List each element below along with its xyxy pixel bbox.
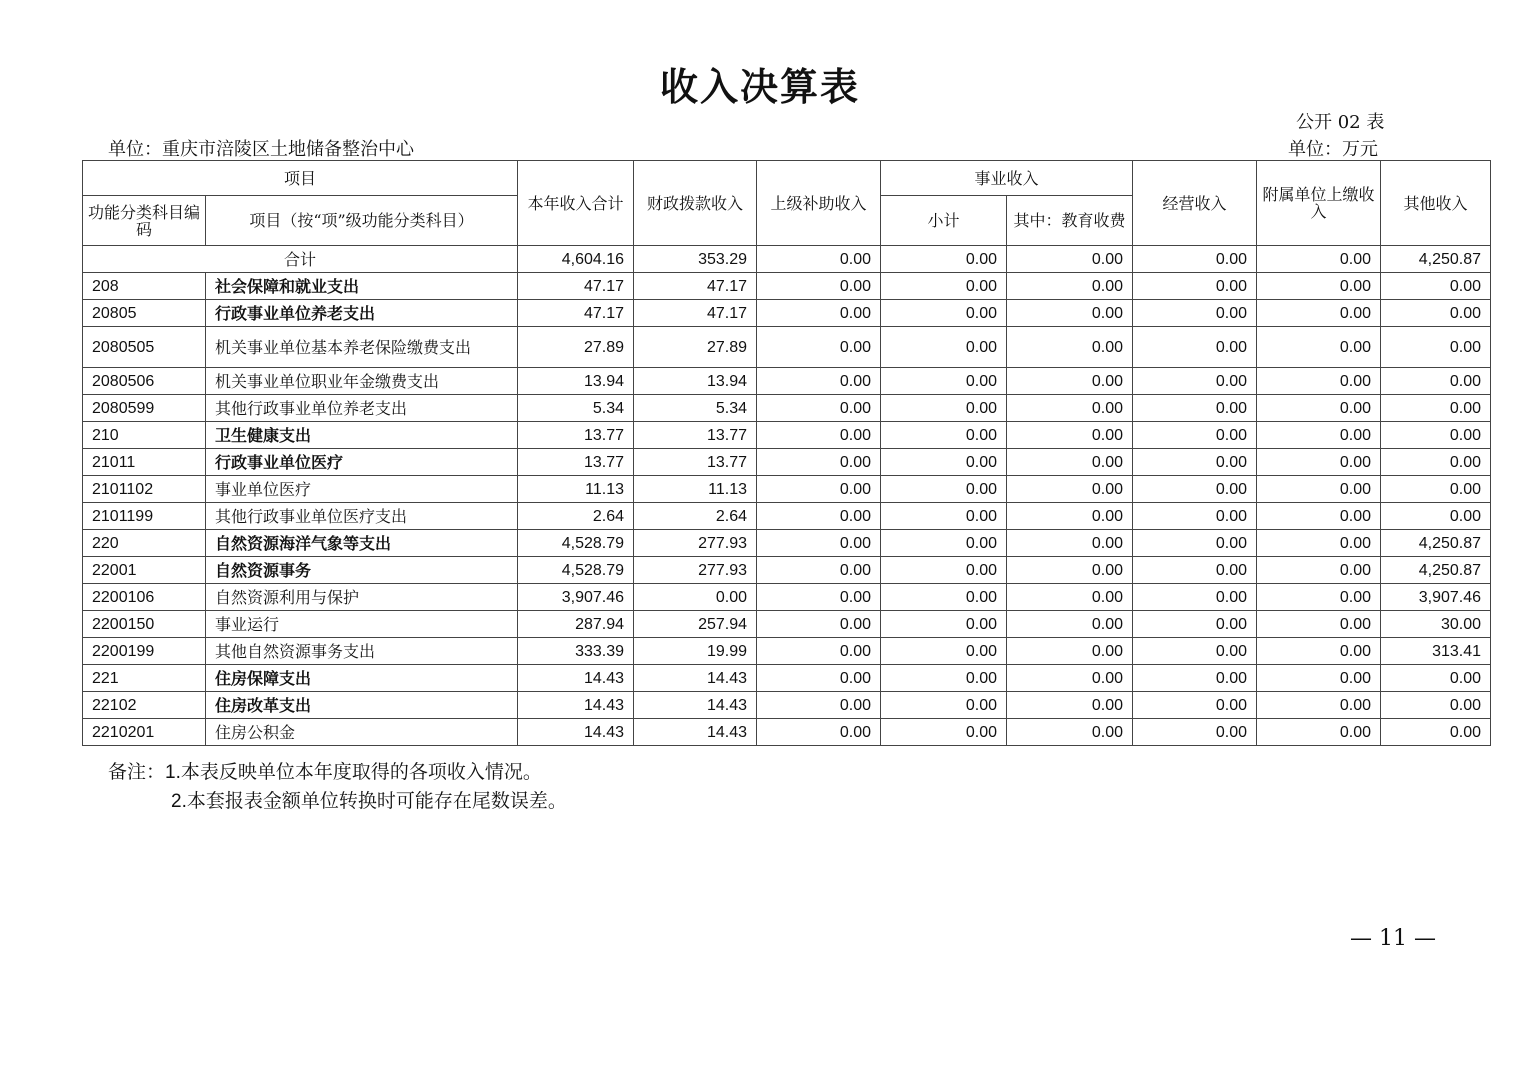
row-value: 0.00 xyxy=(1007,638,1133,665)
row-value: 0.00 xyxy=(1133,692,1257,719)
row-value: 13.77 xyxy=(634,422,757,449)
row-value: 0.00 xyxy=(1007,611,1133,638)
row-value: 0.00 xyxy=(881,300,1007,327)
row-value: 19.99 xyxy=(634,638,757,665)
total-cell: 4,250.87 xyxy=(1381,246,1491,273)
row-code: 22001 xyxy=(83,557,206,584)
row-value: 257.94 xyxy=(634,611,757,638)
row-value: 0.00 xyxy=(1007,395,1133,422)
row-value: 0.00 xyxy=(757,638,881,665)
row-value: 13.94 xyxy=(518,368,634,395)
total-cell: 0.00 xyxy=(1257,246,1381,273)
notes xyxy=(108,758,567,816)
row-value: 13.77 xyxy=(634,449,757,476)
row-value: 0.00 xyxy=(1381,503,1491,530)
row-value: 0.00 xyxy=(634,584,757,611)
row-value: 0.00 xyxy=(881,368,1007,395)
total-cell: 0.00 xyxy=(881,246,1007,273)
header-code: 功能分类科目编码 xyxy=(83,196,206,246)
row-value: 0.00 xyxy=(1381,719,1491,746)
row-value: 47.17 xyxy=(634,273,757,300)
row-code: 2101199 xyxy=(83,503,206,530)
row-value: 0.00 xyxy=(1381,665,1491,692)
row-name: 机关事业单位基本养老保险缴费支出 xyxy=(206,327,518,368)
row-value: 0.00 xyxy=(881,611,1007,638)
row-name: 社会保障和就业支出 xyxy=(206,273,518,300)
note-line-1: 1.本表反映单位本年度取得的各项收入情况。 xyxy=(165,762,542,783)
total-cell: 0.00 xyxy=(1133,246,1257,273)
row-value: 0.00 xyxy=(1007,327,1133,368)
row-value: 0.00 xyxy=(881,557,1007,584)
row-value: 0.00 xyxy=(1133,476,1257,503)
row-value: 0.00 xyxy=(881,395,1007,422)
row-value: 0.00 xyxy=(1133,300,1257,327)
row-value: 14.43 xyxy=(634,665,757,692)
row-value: 0.00 xyxy=(1257,327,1381,368)
row-value: 0.00 xyxy=(1007,476,1133,503)
row-value: 0.00 xyxy=(1133,368,1257,395)
row-value: 0.00 xyxy=(1257,530,1381,557)
row-value: 0.00 xyxy=(881,530,1007,557)
page-number: — 11 — xyxy=(1350,926,1436,951)
row-value: 0.00 xyxy=(757,476,881,503)
row-value: 333.39 xyxy=(518,638,634,665)
table-row xyxy=(83,422,1491,449)
row-value: 0.00 xyxy=(881,422,1007,449)
total-cell: 0.00 xyxy=(757,246,881,273)
row-value: 0.00 xyxy=(757,395,881,422)
total-label: 合计 xyxy=(83,246,518,273)
row-value: 0.00 xyxy=(1007,368,1133,395)
row-value: 0.00 xyxy=(1007,530,1133,557)
row-value: 0.00 xyxy=(757,273,881,300)
row-value: 0.00 xyxy=(1257,503,1381,530)
header-subtotal: 小计 xyxy=(881,196,1007,246)
row-value: 0.00 xyxy=(757,449,881,476)
row-value: 0.00 xyxy=(881,665,1007,692)
row-value: 47.17 xyxy=(518,300,634,327)
total-cell: 353.29 xyxy=(634,246,757,273)
row-value: 0.00 xyxy=(1133,584,1257,611)
table-row xyxy=(83,273,1491,300)
row-value: 0.00 xyxy=(1381,692,1491,719)
table-row xyxy=(83,530,1491,557)
row-value: 0.00 xyxy=(881,476,1007,503)
unit-organization: 单位：重庆市涪陵区土地储备整治中心 xyxy=(108,139,414,160)
row-value: 0.00 xyxy=(1257,273,1381,300)
table-row xyxy=(83,300,1491,327)
total-row xyxy=(83,246,1491,273)
row-value: 287.94 xyxy=(518,611,634,638)
row-value: 0.00 xyxy=(1381,273,1491,300)
table-row xyxy=(83,692,1491,719)
row-value: 3,907.46 xyxy=(1381,584,1491,611)
row-value: 13.77 xyxy=(518,422,634,449)
row-value: 0.00 xyxy=(1133,611,1257,638)
row-value: 13.94 xyxy=(634,368,757,395)
table-row xyxy=(83,719,1491,746)
row-name: 住房保障支出 xyxy=(206,665,518,692)
row-value: 4,528.79 xyxy=(518,557,634,584)
row-value: 0.00 xyxy=(757,557,881,584)
header-operating: 经营收入 xyxy=(1133,161,1257,246)
table-row xyxy=(83,368,1491,395)
row-value: 4,250.87 xyxy=(1381,530,1491,557)
unit-currency: 单位：万元 xyxy=(1288,139,1378,160)
row-value: 0.00 xyxy=(1257,300,1381,327)
row-value: 11.13 xyxy=(634,476,757,503)
row-name: 自然资源事务 xyxy=(206,557,518,584)
row-value: 0.00 xyxy=(1133,503,1257,530)
row-name: 住房公积金 xyxy=(206,719,518,746)
row-value: 47.17 xyxy=(518,273,634,300)
table-row xyxy=(83,327,1491,368)
row-code: 21011 xyxy=(83,449,206,476)
table-body xyxy=(83,246,1491,746)
row-value: 0.00 xyxy=(1257,449,1381,476)
row-value: 0.00 xyxy=(1133,395,1257,422)
header-affiliate: 附属单位上缴收入 xyxy=(1257,161,1381,246)
row-value: 14.43 xyxy=(634,719,757,746)
row-value: 0.00 xyxy=(1381,422,1491,449)
row-value: 0.00 xyxy=(1007,449,1133,476)
row-value: 0.00 xyxy=(1007,692,1133,719)
row-value: 11.13 xyxy=(518,476,634,503)
total-cell: 4,604.16 xyxy=(518,246,634,273)
row-value: 0.00 xyxy=(881,273,1007,300)
row-value: 14.43 xyxy=(518,719,634,746)
row-value: 0.00 xyxy=(881,327,1007,368)
row-value: 0.00 xyxy=(757,503,881,530)
row-value: 14.43 xyxy=(518,665,634,692)
row-value: 0.00 xyxy=(1257,692,1381,719)
row-value: 14.43 xyxy=(634,692,757,719)
row-value: 0.00 xyxy=(757,719,881,746)
table-row xyxy=(83,395,1491,422)
table-row xyxy=(83,638,1491,665)
table-row xyxy=(83,611,1491,638)
row-value: 27.89 xyxy=(518,327,634,368)
table-row xyxy=(83,476,1491,503)
table-row xyxy=(83,503,1491,530)
row-value: 0.00 xyxy=(881,584,1007,611)
header-business: 事业收入 xyxy=(881,161,1133,196)
table-row xyxy=(83,665,1491,692)
row-value: 4,250.87 xyxy=(1381,557,1491,584)
row-name: 机关事业单位职业年金缴费支出 xyxy=(206,368,518,395)
row-name: 自然资源海洋气象等支出 xyxy=(206,530,518,557)
row-code: 220 xyxy=(83,530,206,557)
row-value: 0.00 xyxy=(1133,327,1257,368)
row-value: 47.17 xyxy=(634,300,757,327)
row-code: 2080505 xyxy=(83,327,206,368)
row-value: 0.00 xyxy=(1381,476,1491,503)
table-row xyxy=(83,449,1491,476)
row-code: 2080599 xyxy=(83,395,206,422)
row-value: 0.00 xyxy=(881,692,1007,719)
row-value: 0.00 xyxy=(1381,300,1491,327)
row-value: 0.00 xyxy=(1381,395,1491,422)
row-value: 0.00 xyxy=(1257,395,1381,422)
row-value: 277.93 xyxy=(634,530,757,557)
header-fiscal: 财政拨款收入 xyxy=(634,161,757,246)
row-value: 3,907.46 xyxy=(518,584,634,611)
header-edu: 其中：教育收费 xyxy=(1007,196,1133,246)
row-value: 0.00 xyxy=(1007,665,1133,692)
row-value: 27.89 xyxy=(634,327,757,368)
row-value: 0.00 xyxy=(757,692,881,719)
row-value: 0.00 xyxy=(881,503,1007,530)
page-title: 收入决算表 xyxy=(659,64,860,109)
row-name: 其他行政事业单位养老支出 xyxy=(206,395,518,422)
income-table xyxy=(82,160,1491,746)
row-value: 13.77 xyxy=(518,449,634,476)
row-value: 0.00 xyxy=(1007,557,1133,584)
row-value: 0.00 xyxy=(1257,476,1381,503)
row-value: 0.00 xyxy=(1133,530,1257,557)
row-value: 0.00 xyxy=(1007,273,1133,300)
row-value: 0.00 xyxy=(1133,719,1257,746)
row-value: 0.00 xyxy=(881,719,1007,746)
row-code: 208 xyxy=(83,273,206,300)
row-value: 0.00 xyxy=(1133,449,1257,476)
row-value: 0.00 xyxy=(1257,557,1381,584)
row-value: 0.00 xyxy=(1381,368,1491,395)
row-value: 0.00 xyxy=(1381,327,1491,368)
row-code: 2080506 xyxy=(83,368,206,395)
row-value: 0.00 xyxy=(757,422,881,449)
row-name: 行政事业单位医疗 xyxy=(206,449,518,476)
header-other: 其他收入 xyxy=(1381,161,1491,246)
row-value: 0.00 xyxy=(757,300,881,327)
row-value: 0.00 xyxy=(1133,557,1257,584)
header-name: 项目（按“项”级功能分类科目） xyxy=(206,196,518,246)
row-name: 住房改革支出 xyxy=(206,692,518,719)
row-value: 2.64 xyxy=(518,503,634,530)
total-cell: 0.00 xyxy=(1007,246,1133,273)
row-name: 其他自然资源事务支出 xyxy=(206,638,518,665)
row-name: 其他行政事业单位医疗支出 xyxy=(206,503,518,530)
row-value: 5.34 xyxy=(518,395,634,422)
row-value: 0.00 xyxy=(1257,638,1381,665)
row-code: 210 xyxy=(83,422,206,449)
row-value: 0.00 xyxy=(757,368,881,395)
row-value: 0.00 xyxy=(1381,449,1491,476)
row-code: 2200106 xyxy=(83,584,206,611)
row-value: 313.41 xyxy=(1381,638,1491,665)
row-value: 0.00 xyxy=(1007,719,1133,746)
table-header xyxy=(83,161,1491,246)
header-project: 项目 xyxy=(83,161,518,196)
form-number: 公开 02 表 xyxy=(1296,112,1385,133)
row-value: 30.00 xyxy=(1381,611,1491,638)
row-value: 5.34 xyxy=(634,395,757,422)
row-name: 事业运行 xyxy=(206,611,518,638)
row-code: 2210201 xyxy=(83,719,206,746)
row-value: 0.00 xyxy=(881,449,1007,476)
row-value: 0.00 xyxy=(1007,422,1133,449)
row-value: 0.00 xyxy=(1257,422,1381,449)
row-code: 221 xyxy=(83,665,206,692)
table-row xyxy=(83,584,1491,611)
row-value: 0.00 xyxy=(757,327,881,368)
row-code: 2200199 xyxy=(83,638,206,665)
row-value: 0.00 xyxy=(1007,300,1133,327)
row-code: 22102 xyxy=(83,692,206,719)
row-value: 0.00 xyxy=(1257,584,1381,611)
row-code: 20805 xyxy=(83,300,206,327)
row-code: 2200150 xyxy=(83,611,206,638)
row-value: 0.00 xyxy=(881,638,1007,665)
row-value: 2.64 xyxy=(634,503,757,530)
row-value: 4,528.79 xyxy=(518,530,634,557)
row-value: 0.00 xyxy=(1257,611,1381,638)
row-value: 0.00 xyxy=(757,611,881,638)
row-value: 0.00 xyxy=(1133,422,1257,449)
row-code: 2101102 xyxy=(83,476,206,503)
row-name: 卫生健康支出 xyxy=(206,422,518,449)
row-value: 0.00 xyxy=(757,665,881,692)
header-total: 本年收入合计 xyxy=(518,161,634,246)
row-value: 0.00 xyxy=(1133,273,1257,300)
row-value: 0.00 xyxy=(757,584,881,611)
row-value: 0.00 xyxy=(1007,584,1133,611)
note-line-2: 2.本套报表金额单位转换时可能存在尾数误差。 xyxy=(171,791,567,812)
row-value: 14.43 xyxy=(518,692,634,719)
row-name: 自然资源利用与保护 xyxy=(206,584,518,611)
row-value: 0.00 xyxy=(757,530,881,557)
table-row xyxy=(83,557,1491,584)
row-name: 行政事业单位养老支出 xyxy=(206,300,518,327)
row-value: 0.00 xyxy=(1257,368,1381,395)
row-value: 0.00 xyxy=(1133,665,1257,692)
row-value: 0.00 xyxy=(1007,503,1133,530)
row-value: 0.00 xyxy=(1133,638,1257,665)
header-upper: 上级补助收入 xyxy=(757,161,881,246)
notes-prefix: 备注： xyxy=(108,761,166,783)
row-value: 0.00 xyxy=(1257,719,1381,746)
row-value: 277.93 xyxy=(634,557,757,584)
row-name: 事业单位医疗 xyxy=(206,476,518,503)
row-value: 0.00 xyxy=(1257,665,1381,692)
